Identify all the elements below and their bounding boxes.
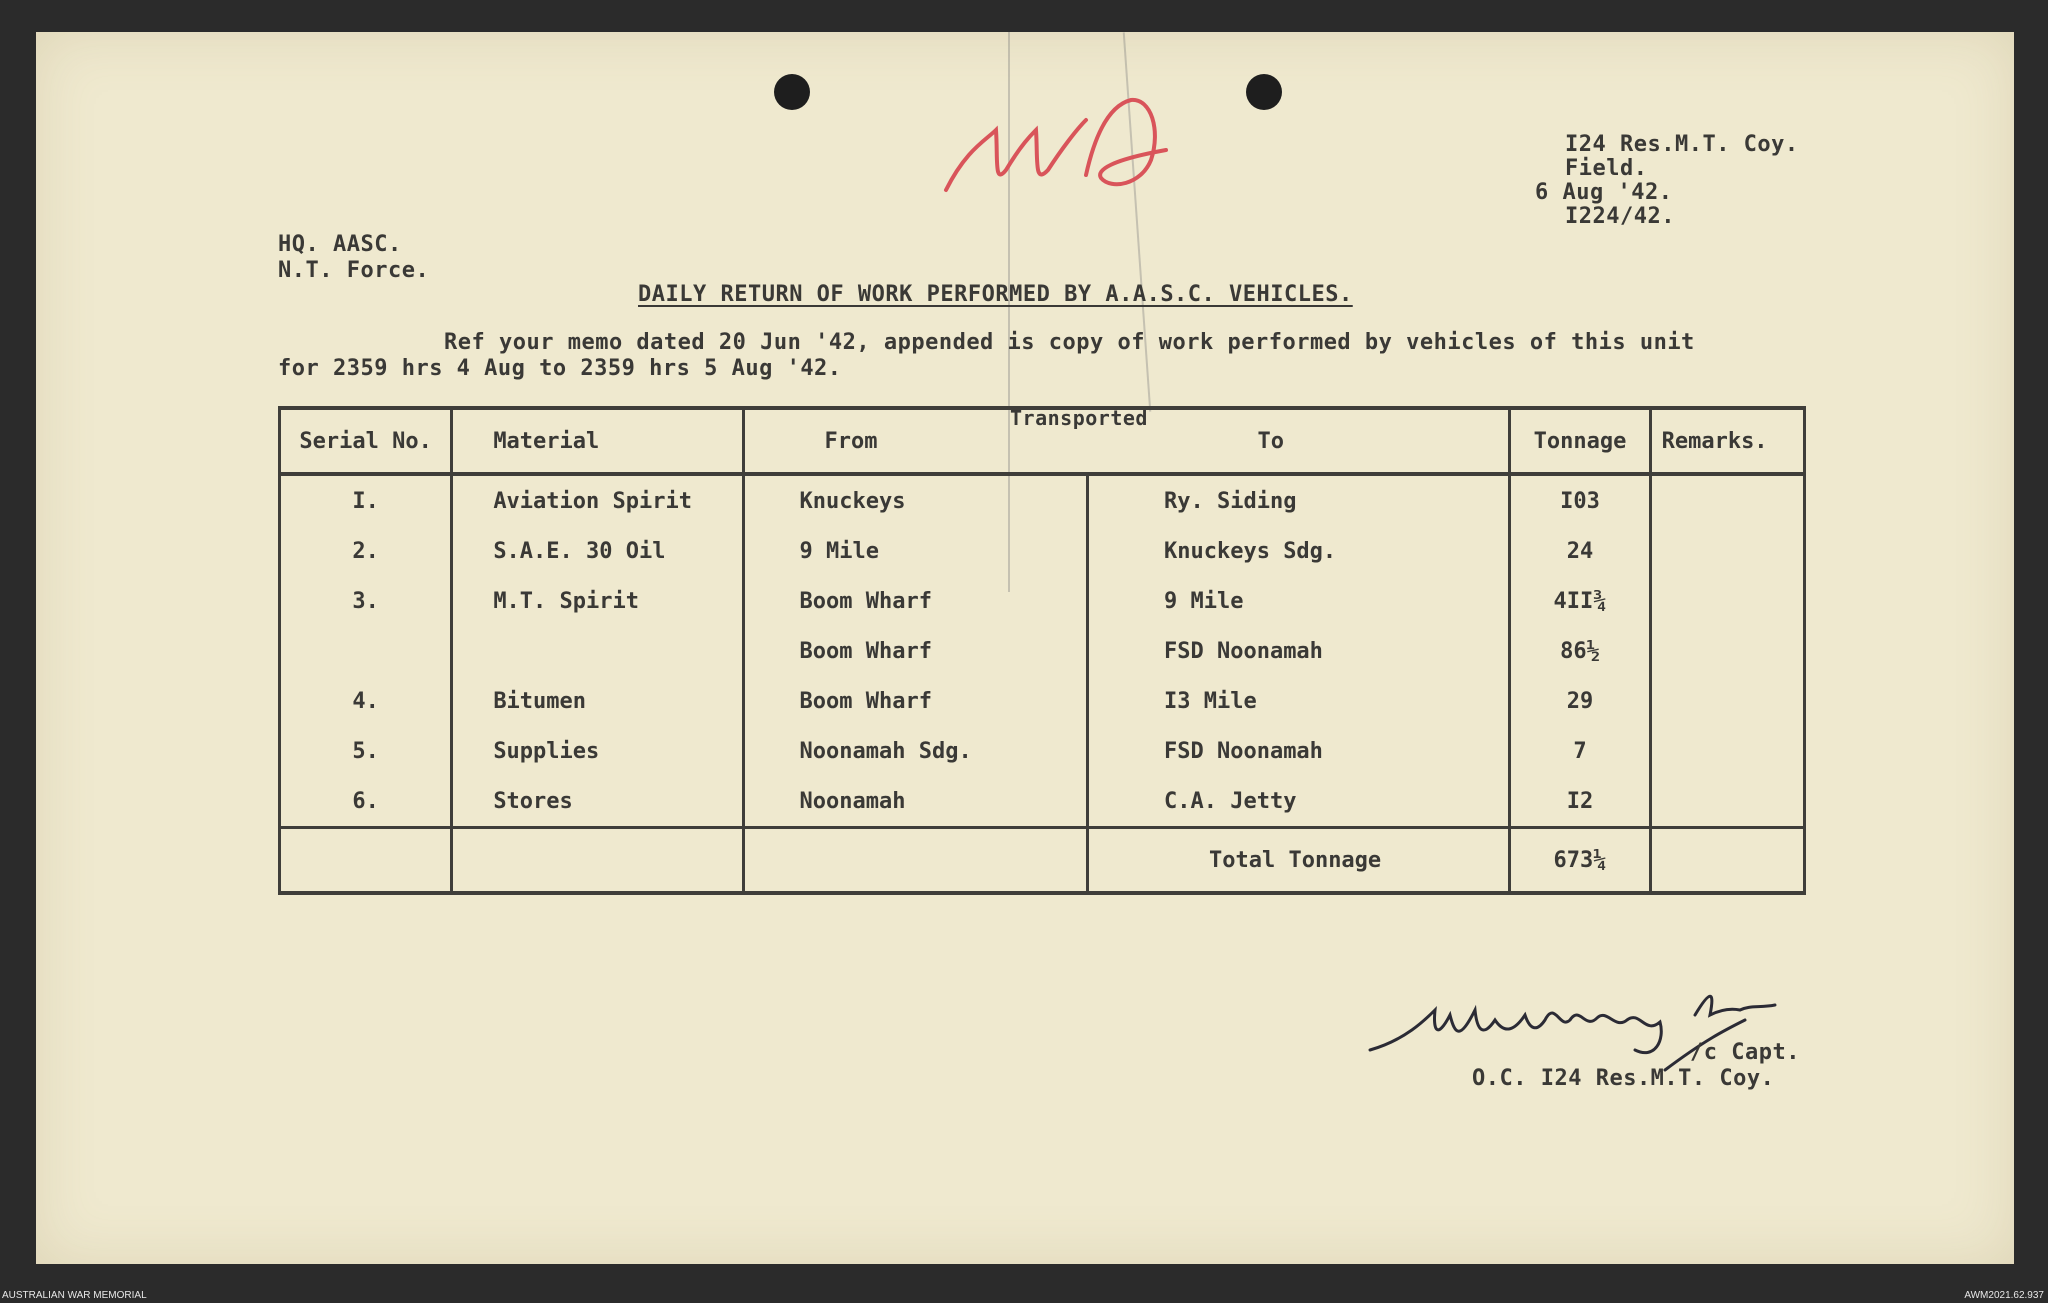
unit-line-1: I24 Res.M.T. Coy. xyxy=(1565,132,1799,157)
cell-remarks xyxy=(1650,726,1804,776)
cell-material: Bitumen xyxy=(452,676,743,726)
cell-to: FSD Noonamah xyxy=(1087,726,1509,776)
header-remarks: Remarks. xyxy=(1650,408,1804,474)
cell-material: M.T. Spirit xyxy=(452,576,743,626)
table-row xyxy=(280,576,1805,626)
footer-bar xyxy=(0,1290,2048,1303)
unit-line-2: Field. xyxy=(1565,156,1648,181)
header-from: From xyxy=(743,408,1087,474)
cell-remarks xyxy=(1650,626,1804,676)
cell-from: 9 Mile xyxy=(743,526,1087,576)
cell-material: Aviation Spirit xyxy=(452,474,743,526)
addressee-line-2: N.T. Force. xyxy=(278,258,430,283)
cell-serial: 2. xyxy=(280,526,452,576)
total-empty-cell xyxy=(743,828,1087,894)
cell-remarks xyxy=(1650,576,1804,626)
cell-tonnage: 24 xyxy=(1510,526,1650,576)
table-row xyxy=(280,776,1805,828)
red-initials-mark xyxy=(936,90,1196,220)
cell-to: Ry. Siding xyxy=(1087,474,1509,526)
cell-tonnage: 4II¾ xyxy=(1510,576,1650,626)
total-empty-cell xyxy=(280,828,452,894)
cell-from: Knuckeys xyxy=(743,474,1087,526)
cell-tonnage: 29 xyxy=(1510,676,1650,726)
table-row xyxy=(280,474,1805,526)
cell-serial: 3. xyxy=(280,576,452,626)
cell-serial: 6. xyxy=(280,776,452,828)
cell-to: Knuckeys Sdg. xyxy=(1087,526,1509,576)
header-serial: Serial No. xyxy=(280,408,452,474)
cell-to: I3 Mile xyxy=(1087,676,1509,726)
cell-remarks xyxy=(1650,474,1804,526)
cell-tonnage: I03 xyxy=(1510,474,1650,526)
total-label: Total Tonnage xyxy=(1087,828,1509,894)
table-row xyxy=(280,726,1805,776)
intro-line-1: Ref your memo dated 20 Jun '42, appended is copy of work performed by vehicles of this unit xyxy=(444,330,1695,355)
cell-from: Boom Wharf xyxy=(743,576,1087,626)
total-value: 673¼ xyxy=(1510,828,1650,894)
signature-rank: /c Capt. xyxy=(1690,1040,1800,1065)
reference-number: I224/42. xyxy=(1565,204,1675,229)
cell-to: FSD Noonamah xyxy=(1087,626,1509,676)
intro-line-2: for 2359 hrs 4 Aug to 2359 hrs 5 Aug '42. xyxy=(278,356,842,381)
transported-group-header: Transported xyxy=(1010,406,1148,430)
cell-material xyxy=(452,626,743,676)
table-row xyxy=(280,526,1805,576)
cell-from: Boom Wharf xyxy=(743,626,1087,676)
cell-from: Noonamah xyxy=(743,776,1087,828)
cell-to: 9 Mile xyxy=(1087,576,1509,626)
cell-to: C.A. Jetty xyxy=(1087,776,1509,828)
cell-tonnage: 7 xyxy=(1510,726,1650,776)
total-empty-cell xyxy=(1650,828,1804,894)
cell-serial xyxy=(280,626,452,676)
date-line: 6 Aug '42. xyxy=(1535,180,1673,205)
cell-tonnage: 86½ xyxy=(1510,626,1650,676)
cell-tonnage: I2 xyxy=(1510,776,1650,828)
cell-serial: 4. xyxy=(280,676,452,726)
header-material: Material xyxy=(452,408,743,474)
footer-right-accession: AWM2021.62.937 xyxy=(1964,1290,2044,1301)
total-row xyxy=(280,828,1805,894)
table-header-row xyxy=(280,408,1805,474)
cell-from: Noonamah Sdg. xyxy=(743,726,1087,776)
signature-title: O.C. I24 Res.M.T. Coy. xyxy=(1472,1066,1775,1091)
document-title: DAILY RETURN OF WORK PERFORMED BY A.A.S.C. VEHICLES. xyxy=(638,282,1353,307)
punch-hole-right xyxy=(1246,74,1282,110)
work-return-table xyxy=(278,406,1806,895)
addressee-line-1: HQ. AASC. xyxy=(278,232,402,257)
total-empty-cell xyxy=(452,828,743,894)
cell-material: Stores xyxy=(452,776,743,828)
punch-hole-left xyxy=(774,74,810,110)
cell-from: Boom Wharf xyxy=(743,676,1087,726)
header-tonnage: Tonnage xyxy=(1510,408,1650,474)
table-row xyxy=(280,626,1805,676)
table-row xyxy=(280,676,1805,726)
cell-remarks xyxy=(1650,676,1804,726)
cell-remarks xyxy=(1650,526,1804,576)
footer-left-credit: AUSTRALIAN WAR MEMORIAL xyxy=(2,1290,147,1301)
cell-material: Supplies xyxy=(452,726,743,776)
cell-material: S.A.E. 30 Oil xyxy=(452,526,743,576)
cell-serial: 5. xyxy=(280,726,452,776)
header-to: To xyxy=(1087,408,1509,474)
cell-remarks xyxy=(1650,776,1804,828)
cell-serial: I. xyxy=(280,474,452,526)
